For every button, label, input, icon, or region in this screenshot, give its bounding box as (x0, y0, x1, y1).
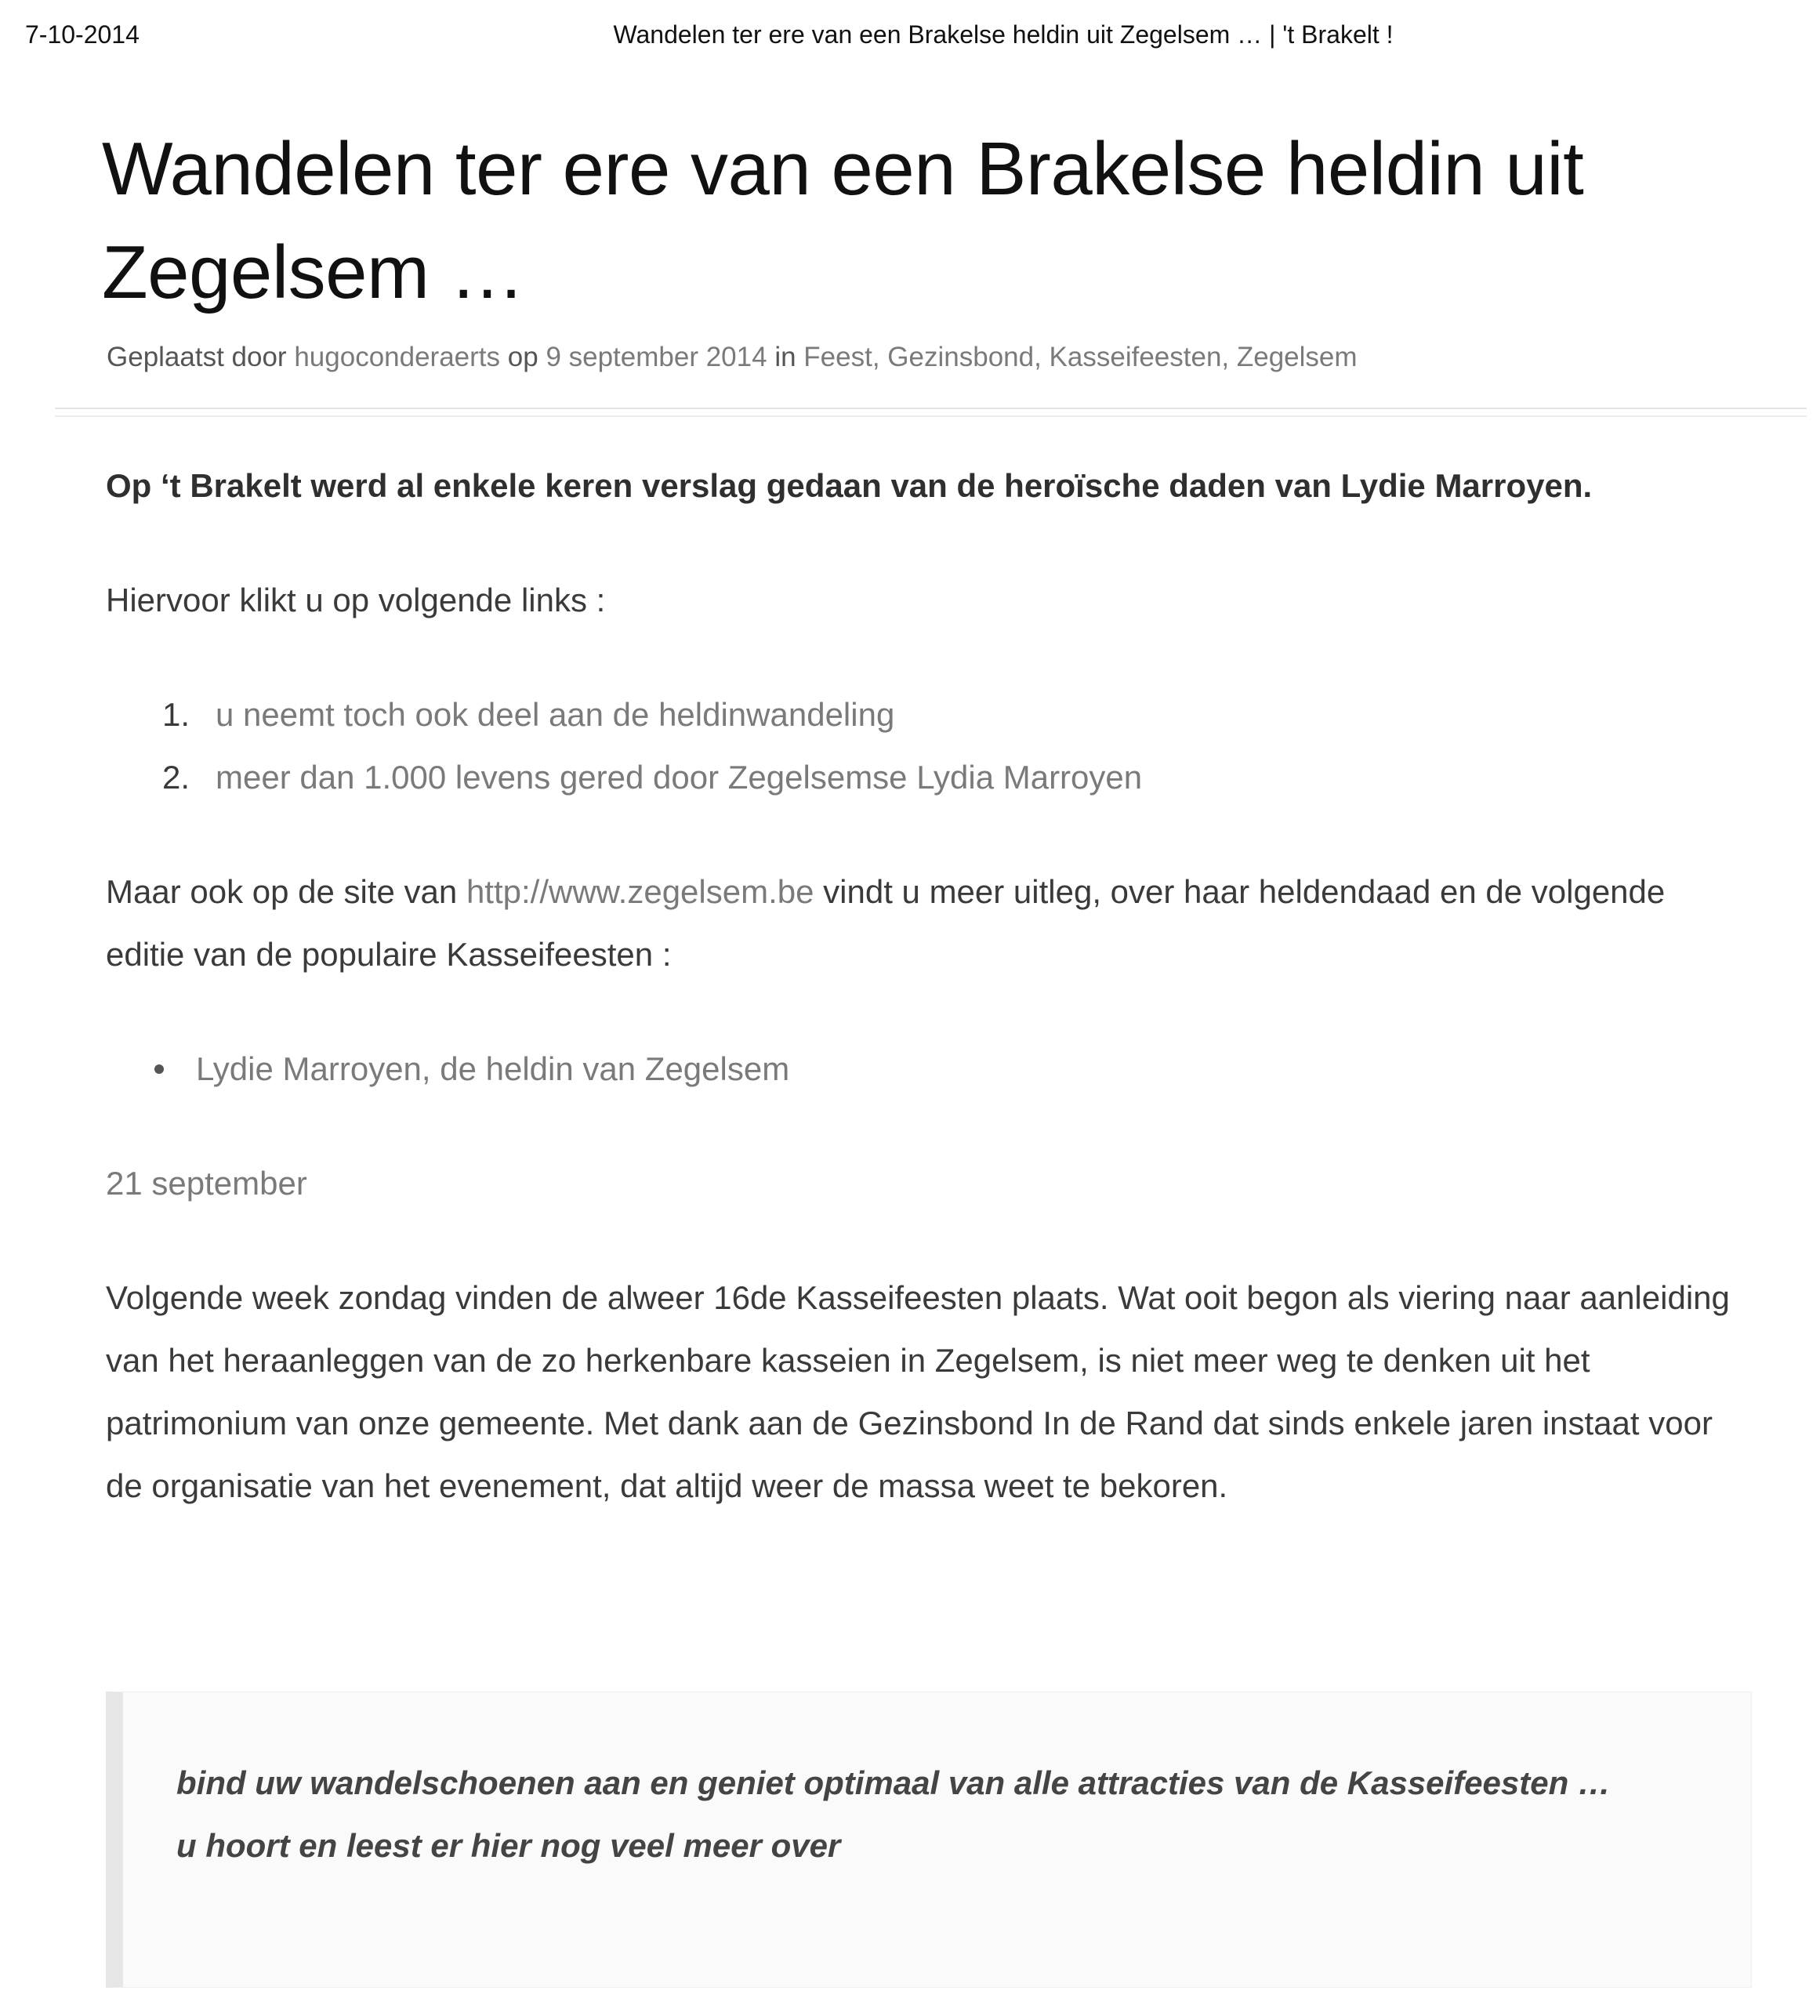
post-content (106, 455, 1752, 1517)
author-link[interactable]: hugoconderaerts (294, 342, 501, 372)
intro-paragraph: Op ‘t Brakelt werd al enkele keren verslag gedaan van de heroïsche daden van Lydie Marroyen. (106, 467, 1593, 504)
date-heading: 21 september (106, 1165, 307, 1202)
blockquote (106, 1691, 1752, 1988)
list-item (106, 746, 1752, 809)
main-paragraph: Volgende week zondag vinden de alweer 16de Kasseifeesten plaats. Wat ooit begon als viering naar aanleiding van het heraanleggen van de zo herkenbare kasseien in Zegelsem, is niet meer weg te denken uit het patrimonium van onze gemeente. Met dank aan de Gezinsbond In de Rand dat sinds enkele jaren instaat voor de organisatie van het evenement, dat altijd weer de massa weet te bekoren. (106, 1279, 1730, 1504)
meta-divider (55, 408, 1807, 417)
category-link-zegelsem[interactable]: Zegelsem (1236, 342, 1358, 372)
post-title: Wandelen ter ere van een Brakelse heldin uit Zegelsem … (102, 127, 1584, 314)
quote-text (176, 1752, 1705, 1877)
category-link-gezinsbond[interactable]: Gezinsbond (887, 342, 1035, 372)
levens-gered-link[interactable]: meer dan 1.000 levens gered door Zegelsemse Lydia Marroyen (216, 759, 1143, 796)
list-item (106, 683, 1752, 746)
print-page-title: Wandelen ter ere van een Brakelse heldin uit Zegelsem … | 't Brakelt ! (613, 20, 1394, 49)
category-separator: , (1034, 342, 1050, 372)
bullet-link-list (106, 1038, 1752, 1100)
numbered-link-list (106, 683, 1752, 809)
post-meta (107, 342, 1756, 373)
meta-on: op (507, 342, 538, 372)
category-separator: , (872, 342, 888, 372)
meta-posted-by: Geplaatst door (107, 342, 287, 372)
heldinwandeling-link[interactable]: u neemt toch ook deel aan de heldinwandeling (216, 696, 895, 733)
category-link-feest[interactable]: Feest (803, 342, 872, 372)
site-para-text-after: vindt u meer uitleg, over haar heldendaad en de volgende editie van de populaire Kasseifeesten : (106, 873, 1666, 973)
post-date-link[interactable]: 9 september 2014 (546, 342, 767, 372)
meta-in: in (774, 342, 796, 372)
bullet-dot-icon (154, 1064, 164, 1074)
zegelsem-site-link[interactable]: http://www.zegelsem.be (466, 873, 814, 910)
quote-line-1: bind uw wandelschoenen aan en geniet optimaal van alle attracties van de Kasseifeesten … (176, 1764, 1611, 1801)
list-item (106, 1038, 1752, 1100)
print-header (0, 20, 1820, 52)
category-link-kasseifeesten[interactable]: Kasseifeesten (1049, 342, 1222, 372)
category-separator: , (1221, 342, 1237, 372)
links-intro-paragraph: Hiervoor klikt u op volgende links : (106, 582, 606, 618)
print-date: 7-10-2014 (25, 20, 140, 49)
list-number: 2. (162, 759, 190, 796)
quote-line-2: u hoort en leest er hier nog veel meer over (176, 1827, 841, 1864)
site-paragraph (106, 861, 1752, 986)
list-number: 1. (162, 696, 190, 733)
article (102, 118, 1756, 373)
lydie-marroyen-link[interactable]: Lydie Marroyen, de heldin van Zegelsem (196, 1050, 790, 1087)
site-para-text-before: Maar ook op de site van (106, 873, 466, 910)
